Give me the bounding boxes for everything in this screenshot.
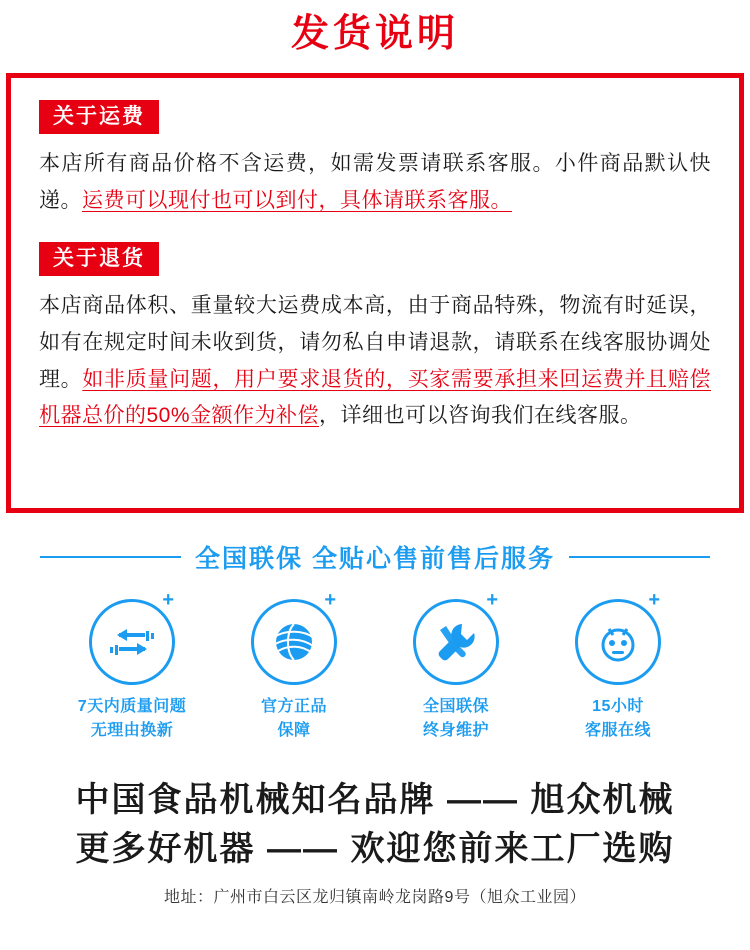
- wrench-screwdriver-icon: [413, 589, 499, 685]
- caption-line2: 终身维护: [422, 721, 489, 739]
- brand-line-2: 更多好机器 —— 欢迎您前来工厂选购: [75, 830, 675, 869]
- service-caption-genuine: [234, 695, 354, 741]
- service-item-support: [558, 589, 678, 741]
- returns-tag: 关于退货: [39, 242, 159, 276]
- returns-text-highlight: 如非质量问题，用户要求退货的，买家需要承担来回运费并且赔偿机器总价的50%金额作为补偿: [39, 367, 712, 428]
- returns-text-plain: 本店商品体积、重量较大运费成本高，由于商品特殊，物流有时延误，如有在规定时间未收到货，请勿私自申请退款，请联系在线客服协调处理。: [39, 294, 711, 391]
- caption-line1: 全国联保: [422, 698, 489, 716]
- brand-block: [0, 776, 750, 875]
- service-heading-row: [0, 539, 750, 575]
- caption-line2: 保障: [277, 721, 311, 739]
- brand-line-1: 中国食品机械知名品牌 —— 旭众机械: [75, 780, 675, 819]
- globe-shield-icon: [251, 589, 337, 685]
- shipping-tag: 关于运费: [39, 100, 159, 134]
- plus-badge: +: [324, 589, 336, 612]
- caption-line2: 无理由换新: [90, 721, 174, 739]
- service-icons-row: [0, 589, 750, 741]
- caption-line1: 官方正品: [260, 698, 327, 716]
- service-section: [0, 539, 750, 741]
- plus-badge: +: [648, 589, 660, 612]
- caption-line1: 7天内质量问题: [77, 698, 187, 716]
- service-caption-exchange: [72, 695, 192, 741]
- customer-service-face-icon: [575, 589, 661, 685]
- exchange-arrows-icon: [89, 589, 175, 685]
- shipping-block: [39, 100, 711, 220]
- divider-right: [569, 556, 710, 558]
- service-heading: 全国联保 全贴心售前售后服务: [195, 545, 555, 574]
- shipping-text-highlight: 运费可以现付也可以到付，具体请联系客服。: [82, 189, 512, 213]
- notice-box: [6, 73, 744, 513]
- service-item-genuine: [234, 589, 354, 741]
- globe-glyph: [270, 618, 318, 666]
- plus-badge: +: [162, 589, 174, 612]
- service-item-warranty: [396, 589, 516, 741]
- service-caption-warranty: [396, 695, 516, 741]
- returns-text-tail: ，详细也可以咨询我们在线客服。: [319, 404, 642, 428]
- face-headset-glyph: [593, 619, 643, 665]
- company-address: 地址：广州市白云区龙归镇南岭龙岗路9号（旭众工业园）: [164, 889, 586, 907]
- caption-line1: 15小时: [592, 698, 644, 716]
- shipping-text-plain: 本店所有商品价格不含运费，如需发票请联系客服。小件商品默认快递。: [39, 152, 711, 213]
- page-title: 发货说明: [290, 13, 459, 55]
- caption-line2: 客服在线: [584, 721, 651, 739]
- plus-badge: +: [486, 589, 498, 612]
- returns-text: [39, 288, 711, 435]
- divider-left: [40, 556, 181, 558]
- service-item-exchange: [72, 589, 192, 741]
- exchange-arrows-glyph: [105, 622, 159, 662]
- shipping-text: [39, 146, 711, 220]
- service-caption-support: [558, 695, 678, 741]
- returns-block: [39, 242, 711, 435]
- wrench-glyph: [432, 618, 480, 666]
